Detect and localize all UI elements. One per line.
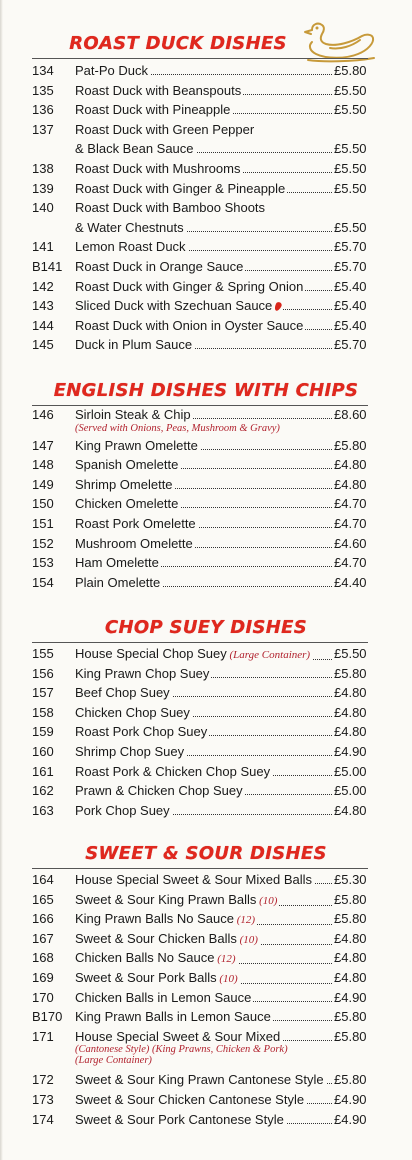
item-price: £5.50 [334, 82, 367, 98]
menu-item [0, 870, 412, 889]
menu-item [0, 436, 412, 455]
item-name-label: Sweet & Sour Chicken Cantonese Style [75, 1092, 305, 1107]
item-name-text [75, 970, 240, 985]
item-price: £4.90 [334, 744, 367, 759]
item-name-label: Sweet & Sour Pork Cantonese Style [75, 1111, 284, 1127]
item-name [75, 644, 334, 665]
item-number: 165 [32, 891, 54, 907]
item-price: £5.80 [334, 911, 367, 927]
menu-item [0, 100, 412, 119]
item-price: £5.40 [334, 278, 367, 294]
item-name-label: Roast Duck with Ginger & Pineapple [75, 180, 286, 196]
item-price: £4.60 [334, 535, 367, 551]
item-name [75, 316, 334, 335]
item-name-label: Roast Pork & Chicken Chop Suey [75, 763, 271, 779]
item-name-line2-text: & Water Chestnuts [75, 219, 184, 235]
item-number: 157 [32, 685, 54, 701]
item-name-text [75, 931, 260, 946]
item-name-label: Roast Duck with Green Pepper [75, 121, 255, 137]
menu-item-continued [0, 218, 412, 237]
item-number: 149 [32, 476, 54, 492]
item-name-label: Roast Pork Omelette [75, 516, 196, 531]
item-name-text [75, 783, 245, 798]
item-portion-note: (10) [256, 894, 278, 907]
item-name [75, 988, 334, 1007]
item-number: 147 [32, 437, 54, 453]
item-name-label: Spanish Omelette [75, 457, 179, 473]
item-name-text [75, 239, 188, 254]
menu-item [0, 968, 412, 987]
item-price: £4.70 [334, 555, 367, 571]
item-number: 163 [32, 802, 54, 818]
item-name-line2-text: & Black Bean Sauce [75, 141, 194, 157]
item-number: 173 [32, 1092, 54, 1107]
menu-item [0, 475, 412, 494]
menu-item [0, 988, 412, 1007]
section-divider [32, 642, 368, 643]
item-price: £4.40 [334, 574, 367, 590]
item-name-label: Sliced Duck with Szechuan Sauce [75, 298, 273, 314]
menu-item [0, 553, 412, 572]
menu-item [0, 81, 412, 100]
item-name-label: House Special Sweet & Sour Mixed Balls [75, 872, 313, 887]
item-number: 136 [32, 102, 54, 118]
item-name [75, 722, 334, 741]
item-name-label: Prawn & Chicken Chop Suey [75, 783, 243, 799]
item-name [75, 801, 334, 820]
item-name-label: Chicken Balls No Sauce [75, 950, 215, 966]
item-name-label: Duck in Plum Sauce [75, 337, 193, 353]
item-number: 171 [32, 1028, 54, 1044]
item-price: £4.80 [334, 704, 367, 720]
item-number: 170 [32, 989, 54, 1005]
menu-item [0, 781, 412, 800]
item-description-line2: (Large Container) [75, 1055, 152, 1067]
item-name [75, 455, 334, 474]
item-name-text [75, 1029, 282, 1044]
item-name-label: Roast Duck with Beanspouts [75, 82, 242, 98]
menu-item [0, 742, 412, 761]
menu-item-continued [0, 139, 412, 158]
item-number: 162 [32, 783, 54, 799]
item-price: £5.50 [334, 646, 367, 661]
item-number: 174 [32, 1111, 54, 1127]
item-description: (Served with Onions, Peas, Mushroom & Gravy) [75, 422, 280, 434]
menu-item [0, 335, 412, 354]
item-name-text [75, 407, 193, 422]
item-name-text [75, 646, 312, 661]
item-name-label: Shrimp Omelette [75, 476, 173, 492]
item-name [75, 494, 334, 513]
menu-item [0, 455, 412, 474]
item-name-text [75, 259, 245, 274]
item-number: 154 [32, 574, 54, 590]
item-number: 167 [32, 930, 54, 946]
item-portion-note: (12) [214, 953, 236, 966]
item-name-text [75, 318, 305, 333]
item-name-label: Sweet & Sour Pork Balls [75, 970, 217, 985]
item-name-text [75, 872, 314, 887]
item-name-text [75, 496, 180, 511]
item-name [75, 179, 334, 198]
item-number: 143 [32, 298, 54, 314]
section-divider [32, 868, 368, 869]
item-name [75, 335, 334, 354]
item-name-label: King Prawn Omelette [75, 437, 198, 453]
item-name [75, 683, 334, 702]
item-price: £4.80 [334, 950, 367, 966]
item-price: £5.50 [334, 141, 367, 157]
menu-item [0, 316, 412, 335]
item-price: £5.80 [334, 1028, 367, 1044]
item-price: £5.80 [334, 1009, 367, 1025]
item-price: £5.70 [334, 337, 367, 353]
item-name-text [75, 744, 186, 759]
item-number: B141 [32, 259, 63, 274]
item-name [75, 742, 334, 761]
item-name-label: Roast Pork Chop Suey [75, 724, 208, 740]
item-name-text [75, 705, 192, 720]
item-number: 153 [32, 555, 54, 571]
menu-item [0, 801, 412, 820]
item-name [75, 100, 334, 119]
item-price: £4.80 [334, 970, 367, 985]
item-name-text [75, 990, 253, 1005]
item-price: £4.90 [334, 1092, 367, 1107]
item-name [75, 257, 334, 276]
item-name-text [75, 457, 180, 472]
item-number: 169 [32, 970, 54, 985]
item-name [75, 514, 334, 533]
item-price: £5.80 [334, 891, 367, 907]
item-name [75, 277, 334, 296]
section-title: ENGLISH DISHES WITH CHIPS [53, 380, 359, 401]
item-name-text [75, 911, 257, 926]
item-name [75, 159, 334, 178]
item-name-line2 [75, 139, 334, 158]
item-number: 142 [32, 278, 54, 294]
item-name-label: Ham Omelette [75, 555, 159, 571]
item-number: 152 [32, 535, 54, 551]
item-name-text [75, 102, 232, 117]
item-name-text [75, 724, 209, 739]
item-number: 141 [32, 239, 54, 255]
item-name-label: Chicken Omelette [75, 496, 179, 512]
item-name-text [75, 1009, 273, 1024]
item-price: £8.60 [334, 407, 367, 422]
item-name [75, 781, 334, 800]
menu-item [0, 257, 412, 276]
menu-item [0, 890, 412, 909]
item-name-text [75, 337, 194, 352]
item-name [75, 475, 334, 494]
item-price: £5.00 [334, 783, 367, 799]
item-name-label: Sweet & Sour King Prawn Cantonese Style [75, 1072, 324, 1088]
item-number: 160 [32, 744, 54, 759]
item-number: 138 [32, 161, 54, 176]
item-name-label: Roast Duck with Mushrooms [75, 161, 241, 176]
item-name-label: Roast Duck with Ginger & Spring Onion [75, 278, 304, 294]
item-name-label: Shrimp Chop Suey [75, 744, 185, 759]
item-name-text [75, 83, 243, 98]
chili-icon [274, 301, 283, 312]
item-number: 159 [32, 724, 54, 740]
menu-item [0, 1110, 412, 1129]
item-name-label: Roast Duck with Onion in Oyster Sauce [75, 317, 304, 333]
item-name-text [75, 685, 172, 700]
item-name-text [75, 803, 172, 818]
item-name [75, 929, 334, 950]
item-price: £5.50 [334, 180, 367, 196]
item-number: 134 [32, 63, 54, 78]
item-name [75, 436, 334, 455]
item-price: £5.50 [334, 102, 367, 118]
item-name-label: House Special Sweet & Sour Mixed [75, 1028, 281, 1044]
item-name [75, 296, 334, 315]
menu-item [0, 159, 412, 178]
menu-item [0, 514, 412, 533]
item-name-line2 [75, 218, 334, 237]
item-name-text [75, 438, 200, 453]
item-name-label: Sweet & Sour King Prawn Balls [75, 891, 257, 907]
section-divider [32, 58, 368, 59]
item-name-label: Sirloin Steak & Chip [75, 407, 191, 422]
item-name-text [75, 279, 305, 294]
item-description: (Cantonese Style) (King Prawns, Chicken & Pork) [75, 1044, 288, 1056]
menu-item [0, 237, 412, 256]
menu-item [0, 573, 412, 592]
menu-item [0, 120, 412, 139]
item-number: B170 [32, 1009, 63, 1025]
item-name-label: Roast Duck with Bamboo Shoots [75, 200, 266, 216]
item-name [75, 1070, 334, 1089]
item-name [75, 968, 334, 989]
item-price: £4.80 [334, 457, 367, 473]
item-number: 168 [32, 950, 54, 966]
item-price: £4.70 [334, 496, 367, 512]
item-number: 158 [32, 704, 54, 720]
item-name [75, 1110, 334, 1129]
item-portion-note: (12) [233, 914, 256, 927]
item-price: £5.80 [334, 63, 367, 78]
menu-item [0, 683, 412, 702]
item-name-label: Roast Duck with Pineapple [75, 102, 231, 118]
item-name-label: Sweet & Sour Chicken Balls [75, 930, 237, 946]
item-name [75, 909, 334, 930]
item-name [75, 1090, 334, 1109]
item-name-label: Beef Chop Suey [75, 685, 170, 701]
item-name [75, 948, 334, 969]
item-name [75, 890, 334, 911]
item-name-text [75, 536, 195, 551]
item-name [75, 198, 334, 217]
item-name-label: Chicken Balls in Lemon Sauce [75, 989, 252, 1005]
item-price: £5.30 [334, 872, 367, 887]
item-price: £4.70 [334, 516, 367, 531]
item-name [75, 703, 334, 722]
item-price: £4.80 [334, 930, 367, 946]
menu-item [0, 534, 412, 553]
item-price: £5.80 [334, 1072, 367, 1088]
item-price: £5.00 [334, 763, 367, 779]
item-name-label: House Special Chop Suey [75, 646, 227, 661]
item-name-text [75, 1072, 326, 1087]
item-name-text [75, 764, 272, 779]
item-name [75, 61, 334, 80]
item-name-text [75, 516, 198, 531]
item-price: £5.40 [334, 317, 367, 333]
menu-item [0, 296, 412, 315]
menu-item [0, 722, 412, 741]
item-name-text [75, 181, 287, 196]
item-name-label: Pat-Po Duck [75, 63, 148, 78]
item-name-label: King Prawn Chop Suey [75, 665, 210, 681]
item-name [75, 553, 334, 572]
item-number: 156 [32, 665, 54, 681]
item-name-text [75, 950, 238, 965]
item-name-text [75, 575, 162, 590]
menu-item [0, 198, 412, 217]
item-name [75, 81, 334, 100]
menu-item [0, 909, 412, 928]
item-number: 146 [32, 407, 54, 422]
item-name-text [75, 161, 242, 176]
item-price: £5.50 [334, 161, 367, 176]
menu-item [0, 1007, 412, 1026]
item-number: 137 [32, 121, 54, 137]
item-portion-note: (10) [216, 973, 238, 985]
item-price: £5.70 [334, 259, 367, 274]
item-number: 145 [32, 337, 54, 353]
item-number: 172 [32, 1072, 54, 1088]
item-number: 151 [32, 516, 54, 531]
item-name-label: Roast Duck in Orange Sauce [75, 259, 244, 274]
item-price: £5.50 [334, 219, 367, 235]
item-price: £4.80 [334, 802, 367, 818]
item-name-label: King Prawn Balls No Sauce [75, 911, 234, 927]
menu-item [0, 494, 412, 513]
item-number: 161 [32, 763, 54, 779]
item-portion-note: (Large Container) [226, 649, 311, 661]
item-price: £5.80 [334, 665, 367, 681]
item-name-label: Mushroom Omelette [75, 535, 193, 551]
item-name-label: Plain Omelette [75, 574, 161, 590]
menu-item [0, 948, 412, 967]
item-name-label: Lemon Roast Duck [75, 239, 186, 255]
item-number: 144 [32, 317, 54, 333]
section-title: ROAST DUCK DISHES [69, 33, 287, 54]
item-price: £4.80 [334, 476, 367, 492]
item-name [75, 534, 334, 553]
menu-item [0, 929, 412, 948]
item-name [75, 120, 334, 139]
item-number: 166 [32, 911, 54, 927]
item-name-text [75, 122, 256, 137]
menu-item [0, 1070, 412, 1089]
item-price: £5.70 [334, 239, 367, 255]
menu-item [0, 61, 412, 80]
menu-item [0, 762, 412, 781]
item-name-label: Pork Chop Suey [75, 802, 170, 818]
item-number: 150 [32, 496, 54, 512]
item-name [75, 870, 334, 889]
item-price: £5.40 [334, 298, 367, 314]
item-number: 139 [32, 180, 54, 196]
item-price: £4.90 [334, 1111, 367, 1127]
item-name-text [75, 298, 283, 313]
item-number: 135 [32, 82, 54, 98]
section-title: CHOP SUEY DISHES [105, 617, 307, 638]
item-portion-note: (10) [236, 933, 258, 946]
item-number: 155 [32, 646, 54, 661]
menu-item [0, 277, 412, 296]
item-name-label: King Prawn Balls in Lemon Sauce [75, 1009, 271, 1025]
item-number: 164 [32, 872, 54, 887]
item-name-text [75, 555, 161, 570]
item-price: £5.80 [334, 437, 367, 453]
item-name-text [75, 666, 211, 681]
item-name [75, 573, 334, 592]
item-name [75, 664, 334, 683]
item-name-text [75, 1112, 286, 1127]
item-name-text [75, 477, 175, 492]
section-title: SWEET & SOUR DISHES [85, 843, 327, 864]
menu-item [0, 664, 412, 683]
menu-item [0, 179, 412, 198]
item-name-text [75, 63, 150, 78]
item-name [75, 1007, 334, 1026]
item-name-text [75, 892, 279, 907]
item-number: 140 [32, 200, 54, 216]
item-name [75, 237, 334, 256]
menu-item [0, 644, 412, 663]
item-name [75, 762, 334, 781]
item-number: 148 [32, 457, 54, 473]
item-price: £4.80 [334, 724, 367, 740]
item-name-text [75, 1092, 306, 1107]
menu-item [0, 1090, 412, 1109]
menu-item [0, 703, 412, 722]
item-name-text [75, 200, 267, 215]
item-name-label: Chicken Chop Suey [75, 704, 190, 720]
item-price: £4.90 [334, 989, 367, 1005]
item-price: £4.80 [334, 685, 367, 701]
